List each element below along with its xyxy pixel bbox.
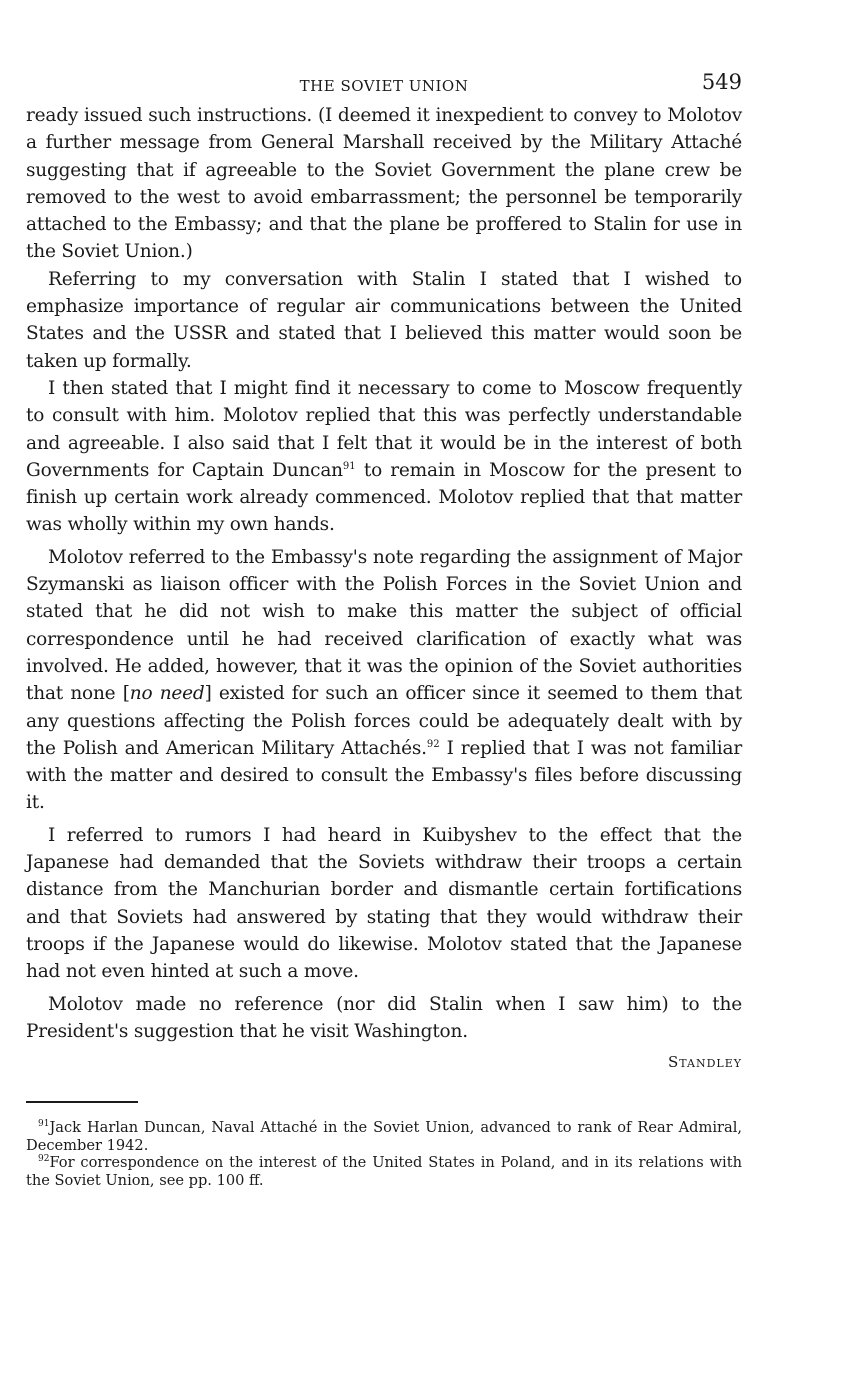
paragraph-5: I referred to rumors I had heard in Kuibyshev to the effect that the Japanese had demanded that the Soviets withdraw their troops a certain distance from the Manchurian border and dismantle certain fortifications and that Soviets had answered by stating that they would withdraw their troops if the Japanese would do likewise. Molotov stated that the Japanese had not even hinted at such a move. <box>26 824 742 983</box>
footnote-rule <box>26 1101 138 1103</box>
footnote-text: Jack Harlan Duncan, Naval Attaché in the Soviet Union, advanced to rank of Rear Admiral, December 1942. <box>26 1119 742 1154</box>
document-page <box>26 60 742 1189</box>
paragraph-4 <box>26 544 742 817</box>
paragraph-4-text-c: I replied that I was not familiar with the matter and desired to consult the Embassy's files before discussing it. <box>26 737 742 814</box>
footnote-reference-91[interactable]: 91 <box>342 460 356 472</box>
body-text <box>26 102 742 1073</box>
paragraph-3-text-b: to remain in Moscow for the present to finish up certain work already commenced. Molotov replied that that matter was wholly within my own hands. <box>26 459 742 536</box>
footnote-reference-92[interactable]: 92 <box>426 738 440 750</box>
paragraph-3-text-a: I then stated that I might find it necessary to come to Moscow frequently to consult with him. Molotov replied that this was perfectly understandable and agreeable. I also said that I felt that it would be in the interest of both Governments for Captain Duncan <box>26 377 742 481</box>
page-header <box>26 60 742 102</box>
paragraph-1: ready issued such instructions. (I deemed it inexpedient to convey to Molotov a further message from General Marshall received by the Military Attaché suggesting that if agreeable to the Soviet Government the plane crew be removed to the west to avoid embarrassment; the personnel be temporarily attached to the Embassy; and that the plane be proffered to Stalin for use in the Soviet Union.) <box>26 105 742 263</box>
running-head: THE SOVIET UNION <box>299 77 469 95</box>
paragraph-4-italic: no need <box>129 683 205 705</box>
signature: Standley <box>668 1053 742 1072</box>
footnote-text: For correspondence on the interest of the United States in Poland, and in its relations with the Soviet Union, see pp. 100 ff. <box>26 1154 742 1189</box>
paragraph-4-text-a: Molotov referred to the Embassy's note regarding the assignment of Major Szymanski as liaison officer with the Polish Forces in the Soviet Union and stated that he did not wish to make this matter the subject of official correspondence until he had received clarification of exactly what was involved. He added, however, that it was the opinion of the Soviet authorities that none [ <box>26 546 742 705</box>
footnote-92 <box>26 1154 742 1189</box>
paragraph-2: Referring to my conversation with Stalin I stated that I wished to emphasize importance of regular air communications between the United States and the USSR and stated that I believed this matter would soon be taken up formally. <box>26 268 742 372</box>
footnotes <box>26 1119 742 1189</box>
footnote-91 <box>26 1119 742 1154</box>
footnote-mark: 92 <box>38 1154 50 1165</box>
footnote-mark: 91 <box>38 1119 50 1130</box>
paragraph-4-text-b: ] existed for such an officer since it seemed to them that any questions affecting the Polish forces could be adequately dealt with by the Polish and American Military Attachés. <box>26 683 742 759</box>
page-number: 549 <box>701 70 742 94</box>
paragraph-6: Molotov made no reference (nor did Stalin when I saw him) to the President's suggestion that he visit Washington. <box>26 993 742 1042</box>
paragraph-3 <box>26 375 742 539</box>
